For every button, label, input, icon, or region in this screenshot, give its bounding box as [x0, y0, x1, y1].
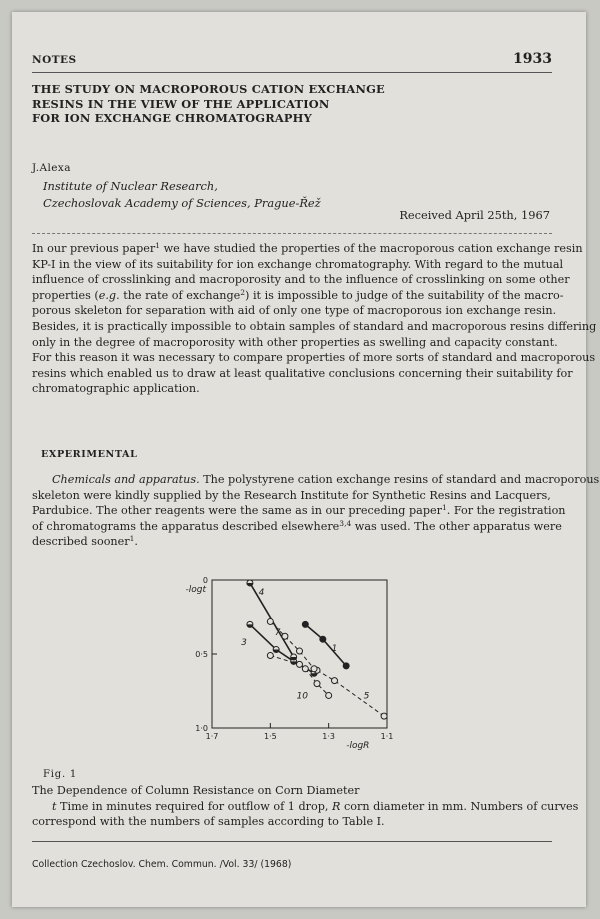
caption-line: t Time in minutes required for outflow of 1 drop, R corn diameter in mm. Numbers of curves	[52, 799, 579, 813]
affiliation-line: Czechoslovak Academy of Sciences, Prague-Řež	[43, 196, 321, 210]
text-line: chromatographic application.	[32, 382, 200, 396]
journal-citation: Collection Czechoslov. Chem. Commun. /Vol. 33/ (1968)	[32, 859, 292, 870]
series-label-4: 4	[258, 587, 265, 598]
affiliation	[43, 178, 321, 212]
data-point	[314, 681, 320, 687]
footer-rule	[32, 841, 552, 842]
series-line-1	[305, 624, 346, 665]
section-heading: EXPERIMENTAL	[41, 449, 138, 460]
text-line: influence of crosslinking and macroporosity and to the influence of crosslinking on some other	[32, 273, 570, 287]
data-point	[297, 648, 303, 654]
data-point	[302, 666, 308, 672]
text-line: of chromatograms the apparatus described elsewhere$^{3,4}$ was used. The other apparatus were	[32, 518, 562, 533]
series-label-7: 7	[274, 627, 281, 638]
y-tick-label: 1·0	[195, 724, 208, 733]
data-point	[302, 621, 308, 627]
figure-caption	[32, 783, 579, 830]
title-line: RESINS IN THE VIEW OF THE APPLICATION	[32, 96, 330, 111]
data-point	[297, 661, 303, 667]
text-line: described sooner$^1$.	[32, 534, 138, 549]
text-line: only in the degree of macroporosity with other properties as swelling and capacity constant.	[32, 335, 558, 349]
experimental-paragraph	[32, 472, 600, 550]
author-name: J.Alexa	[32, 162, 71, 174]
title-line: THE STUDY ON MACROPOROUS CATION EXCHANGE	[32, 82, 385, 96]
x-axis-label: -logR	[346, 741, 370, 751]
series-label-5: 5	[363, 691, 370, 702]
intro-paragraph	[32, 241, 597, 397]
data-point	[381, 713, 387, 719]
resistance-chart	[172, 560, 412, 760]
text-line: properties (e.g. the rate of exchange$^2$) it is impossible to judge of the suitability of the macro-	[32, 287, 564, 302]
text-line: resins which enabled us to draw at least qualitative conclusions concerning their suitability for	[32, 366, 573, 380]
text-line: Besides, it is practically impossible to obtain samples of standard and macroporous resins differing	[32, 319, 597, 333]
y-axis-label: -logt	[185, 584, 206, 595]
text-line: KP-I in the view of its suitability for ion exchange chromatography. With regard to the mutual	[32, 257, 564, 271]
text-line: Pardubice. The other reagents were the same as in our preceding paper$^1$. For the registration	[32, 503, 566, 518]
affiliation-line: Institute of Nuclear Research,	[43, 179, 218, 193]
section-name: NOTES	[32, 54, 77, 66]
data-point	[267, 618, 273, 624]
y-tick-label: 0·5	[195, 650, 208, 659]
x-tick-label: 1·1	[380, 732, 394, 741]
series-line-5	[270, 655, 384, 716]
data-point	[326, 692, 332, 698]
data-point	[332, 678, 338, 684]
series-label-3: 3	[241, 638, 247, 649]
title-line: FOR ION EXCHANGE CHROMATOGRAPHY	[32, 111, 312, 125]
x-tick-label: 1·5	[263, 732, 277, 741]
y-tick-label: 0	[202, 576, 208, 585]
data-point	[282, 633, 288, 639]
series-label-10: 10	[296, 691, 309, 702]
x-tick-label: 1·3	[322, 732, 336, 741]
article-title	[32, 82, 552, 126]
received-date: Received April 25th, 1967	[399, 208, 550, 222]
divider-rule	[32, 233, 552, 234]
text-line: skeleton were kindly supplied by the Research Institute for Synthetic Resins and Lacquers,	[32, 488, 551, 502]
figure-label: Fig. 1	[43, 769, 78, 780]
data-point	[320, 636, 326, 642]
data-point	[311, 666, 317, 672]
journal-page	[12, 12, 600, 907]
page-number: 1933	[513, 51, 552, 67]
text-line: Chemicals and apparatus. The polystyrene cation exchange resins of standard and macroporous	[52, 473, 600, 486]
data-point	[267, 652, 273, 658]
data-point	[343, 663, 349, 669]
caption-line: correspond with the numbers of samples according to Table I.	[32, 815, 385, 829]
caption-title: The Dependence of Column Resistance on Corn Diameter	[32, 784, 360, 797]
running-header	[32, 52, 552, 70]
text-line: In our previous paper$^1$ we have studied the properties of the macroporous cation exchange resin	[32, 241, 583, 255]
series-label-1: 1	[331, 644, 338, 655]
header-rule	[32, 72, 552, 73]
x-tick-label: 1·7	[205, 732, 219, 741]
text-line: For this reason it was necessary to compare properties of more sorts of standard and macroporous	[32, 351, 596, 365]
text-line: porous skeleton for separation with aid of only one type of macroporous ion exchange resin.	[32, 304, 557, 318]
